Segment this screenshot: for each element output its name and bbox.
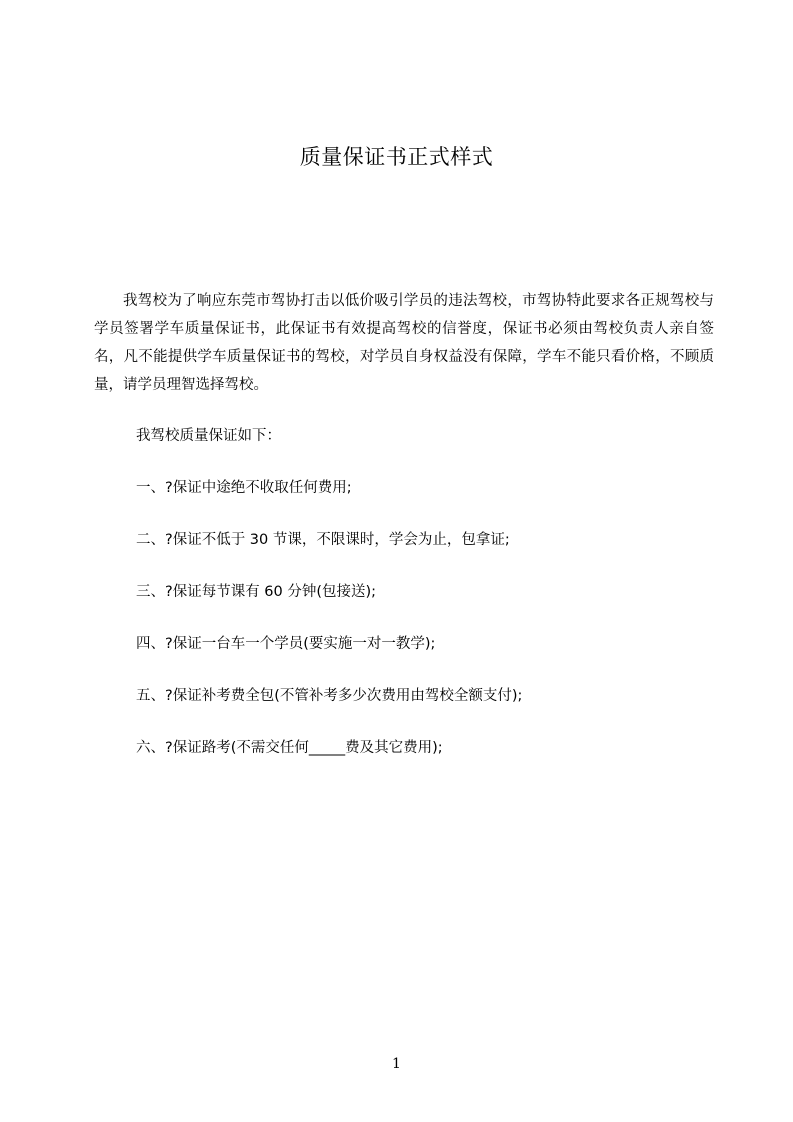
guarantee-item: 二、?保证不低于 30 节课，不限课时，学会为止，包拿证; — [136, 532, 510, 548]
intro-paragraph: 我驾校为了响应东莞市驾协打击以低价吸引学员的违法驾校，市驾协特此要求各正规驾校与学员签署学车质量保证书，此保证书有效提高驾校的信誉度，保证书必须由驾校负责人亲自签名，凡不能提供学车质量保证书的驾校，对学员自身权益没有保障，学车不能只看价格，不顾质量，请学员理智选择驾校。 — [94, 293, 714, 393]
page-number: 1 — [392, 1056, 401, 1072]
guarantee-lead: 我驾校质量保证如下： — [136, 428, 281, 444]
guarantee-item: 一、?保证中途绝不收取任何费用; — [136, 480, 352, 496]
guarantee-item: 三、?保证每节课有 60 分钟(包接送); — [136, 584, 377, 600]
guarantee-item: 六、?保证路考(不需交任何_____费及其它费用); — [136, 740, 443, 756]
document-title: 质量保证书正式样式 — [299, 145, 494, 169]
guarantee-item: 四、?保证一台车一个学员(要实施一对一教学); — [136, 636, 436, 652]
guarantee-item: 五、?保证补考费全包(不管补考多少次费用由驾校全额支付); — [136, 688, 523, 704]
guarantee-list — [136, 476, 522, 788]
